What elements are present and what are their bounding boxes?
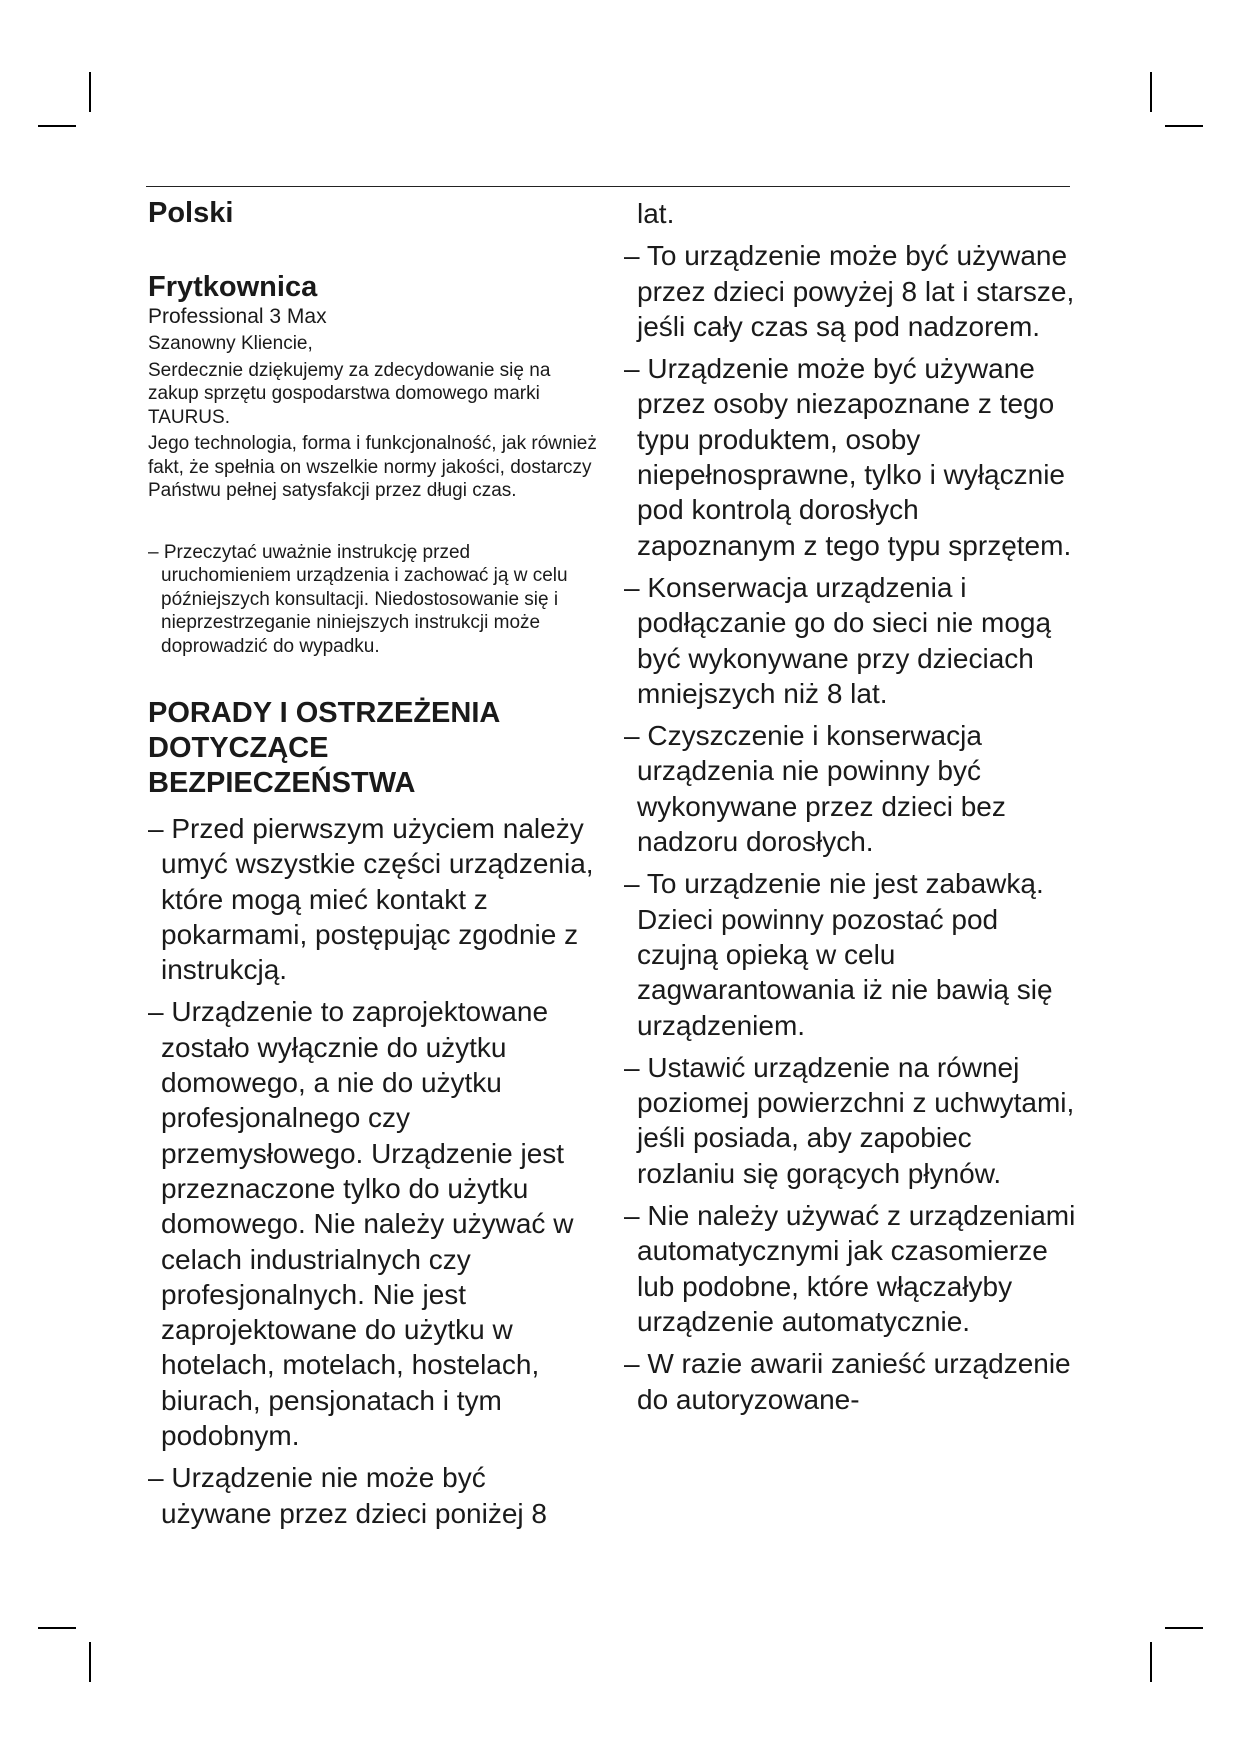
- safety-heading: PORADY I OSTRZEŻENIA DOTYCZĄCE BEZPIECZEŃSTWA: [148, 697, 500, 799]
- safety-item: – Ustawić urządzenie na równej poziomej powierzchni z uchwytami, jeśli posiada, aby zapobiec rozlaniu się gorących płynów.: [624, 1051, 1075, 1189]
- safety-item: – Czyszczenie i konserwacja urządzenia nie powinny być wykonywane przez dzieci bez nadzoru dorosłych.: [624, 720, 1006, 858]
- product-title: Frytkownica: [148, 271, 318, 303]
- safety-item: – To urządzenie nie jest zabawką. Dzieci powinny pozostać pod czujną opieką w celu zagwarantowania iż nie bawią się urządzeniem.: [624, 868, 1053, 1041]
- crop-mark-top-right-horizontal: [1165, 125, 1203, 127]
- crop-mark-top-left-vertical: [89, 72, 91, 112]
- safety-item: – Konserwacja urządzenia i podłączanie go do sieci nie mogą być wykonywane przy dzieciach mniejszych niż 8 lat.: [624, 571, 1052, 709]
- safety-list-left: [148, 811, 598, 1531]
- product-model: Professional 3 Max: [148, 305, 327, 328]
- safety-item: – Przed pierwszym użyciem należy umyć wszystkie części urządzenia, które mogą mieć kontakt z pokarmami, postępując zgodnie z instrukcją.: [148, 813, 594, 986]
- header-rule: [146, 186, 1070, 187]
- instructions-note: – Przeczytać uważnie instrukcję przed uruchomieniem urządzenia i zachować ją w celu późniejszych konsultacji. Niedostosowanie się i nieprzestrzeganie niniejszych instrukcji może doprowadzić do wypadku.: [148, 541, 568, 657]
- safety-item: – W razie awarii zanieść urządzenie do autoryzowane-: [624, 1348, 1071, 1415]
- intro-paragraph-2: Jego technologia, forma i funkcjonalność, jak również fakt, że spełnia on wszelkie normy jakości, dostarczy Państwu pełnej satysfakcji przez długi czas.: [148, 433, 597, 501]
- left-column: [148, 196, 598, 1538]
- safety-item-continuation: lat.: [637, 198, 675, 229]
- crop-mark-top-right-vertical: [1150, 72, 1152, 112]
- safety-item: – Urządzenie może być używane przez osoby niezapoznane z tego typu produktem, osoby niepełnosprawne, tylko i wyłącznie pod kontrolą dorosłych zapoznanym z tego typu sprzętem.: [624, 353, 1072, 561]
- safety-item: – Nie należy używać z urządzeniami automatycznymi jak czasomierze lub podobne, które włączałyby urządzenie automatycznie.: [624, 1200, 1076, 1337]
- crop-mark-bottom-right-vertical: [1150, 1642, 1152, 1682]
- language-heading: Polski: [148, 197, 234, 229]
- crop-mark-top-left-horizontal: [38, 125, 76, 127]
- intro-paragraph-1: Serdecznie dziękujemy za zdecydowanie się na zakup sprzętu gospodarstwa domowego marki TAURUS.: [148, 359, 551, 428]
- crop-mark-bottom-left-horizontal: [38, 1627, 76, 1629]
- crop-mark-bottom-left-vertical: [89, 1642, 91, 1682]
- safety-item: – Urządzenie nie może być używane przez dzieci poniżej 8: [148, 1462, 547, 1529]
- crop-mark-bottom-right-horizontal: [1165, 1627, 1203, 1629]
- safety-list-right: [624, 238, 1076, 1417]
- instructions-note-list: [148, 541, 598, 659]
- right-column: [624, 196, 1076, 1424]
- safety-item: – To urządzenie może być używane przez dzieci powyżej 8 lat i starsze, jeśli cały czas są pod nadzorem.: [624, 240, 1075, 342]
- safety-item: – Urządzenie to zaprojektowane zostało wyłącznie do użytku domowego, a nie do użytku profesjonalnego czy przemysłowego. Urządzenie jest przeznaczone tylko do użytku domowego. Nie należy używać w celach industrialnych czy profesjonalnych. Nie jest zaprojektowane do użytku w hotelach, motelach, hostelach, biurach, pensjonatach i tym podobnym.: [148, 996, 574, 1452]
- greeting: Szanowny Kliencie,: [148, 333, 313, 354]
